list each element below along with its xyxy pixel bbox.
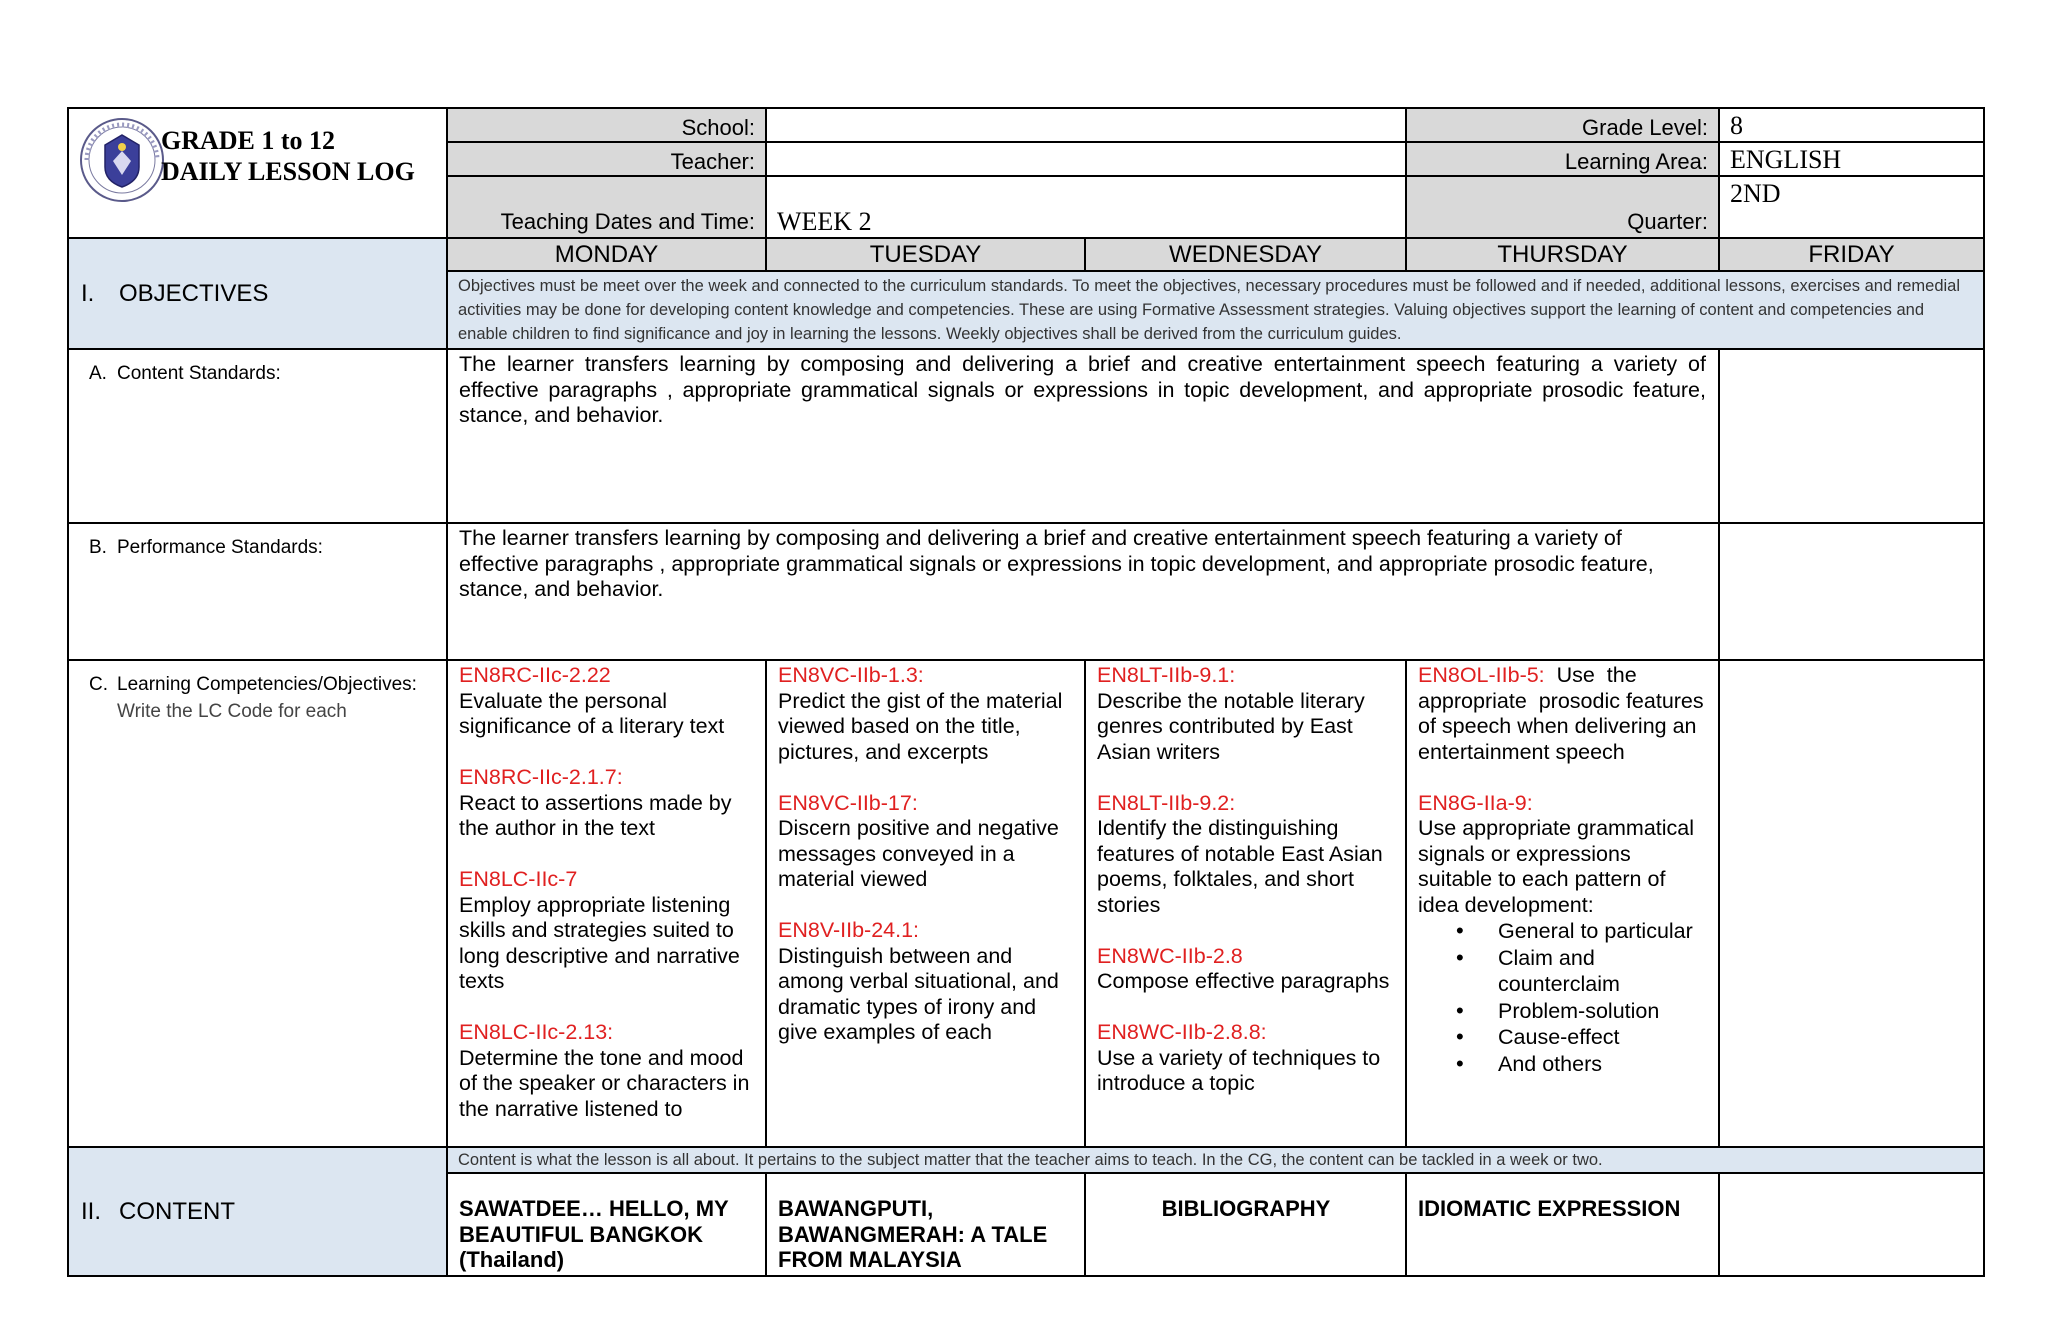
competencies-letter: C. xyxy=(89,674,108,695)
lc-text: Predict the gist of the material viewed based on the title, pictures, and excerpts xyxy=(778,688,1063,764)
content-standards-label-text: Content Standards: xyxy=(117,363,281,384)
competency-item xyxy=(778,663,1074,765)
competency-item xyxy=(1097,791,1395,919)
lc-code: EN8LT-IIb-9.2: xyxy=(1097,790,1236,815)
lc-text: Use appropriate grammatical signals or expressions suitable to each pattern of idea development: xyxy=(1418,816,1695,917)
lc-text: Distinguish between and among verbal situational, and dramatic types of irony and give examples of each xyxy=(778,943,1059,1044)
lc-code: EN8WC-IIb-2.8 xyxy=(1097,943,1243,968)
grade-level-label: Grade Level: xyxy=(1406,108,1719,142)
performance-standards-letter: B. xyxy=(89,537,107,558)
lc-text: Describe the notable literary genres contributed by East Asian writers xyxy=(1097,688,1365,764)
competencies-thursday xyxy=(1406,660,1719,1147)
competency-item xyxy=(1097,1020,1395,1097)
deped-seal-icon xyxy=(79,117,165,203)
day-tuesday: TUESDAY xyxy=(766,238,1085,271)
header-logo-cell xyxy=(68,108,447,238)
learning-area-field[interactable]: ENGLISH xyxy=(1719,142,1984,176)
content-monday: SAWATDEE… HELLO, MY BEAUTIFUL BANGKOK (Thailand) xyxy=(447,1173,766,1276)
content-number: II. xyxy=(81,1197,102,1225)
day-thursday: THURSDAY xyxy=(1406,238,1719,271)
content-standards-text: The learner transfers learning by composing and delivering a brief and creative entertainment speech featuring a variety of effective paragraphs , appropriate grammatical signals or expressions in topic development, and appropriate prosodic feature, stance, and behavior. xyxy=(447,349,1719,523)
teaching-dates-label: Teaching Dates and Time: xyxy=(447,176,766,238)
quarter-label: Quarter: xyxy=(1406,176,1719,238)
performance-standards-friday xyxy=(1719,523,1984,660)
teacher-field[interactable] xyxy=(766,142,1406,176)
performance-standards-label-text: Performance Standards: xyxy=(117,537,323,558)
lc-text: Use the appropriate prosodic features of speech when delivering an entertainment speech xyxy=(1418,663,1710,764)
day-friday: FRIDAY xyxy=(1719,238,1984,271)
content-standards-friday xyxy=(1719,349,1984,523)
competency-item xyxy=(1097,944,1395,995)
lc-text: Determine the tone and mood of the speaker or characters in the narrative listened to xyxy=(459,1045,750,1121)
idea-pattern-list xyxy=(1418,918,1708,1077)
performance-standards-label xyxy=(68,523,447,660)
content-standards-letter: A. xyxy=(89,363,107,384)
teaching-dates-field[interactable]: WEEK 2 xyxy=(766,176,1406,238)
school-label: School: xyxy=(447,108,766,142)
objectives-heading xyxy=(68,238,447,349)
title-line-1: GRADE 1 to 12 xyxy=(161,126,336,155)
competencies-friday xyxy=(1719,660,1984,1147)
competency-item xyxy=(459,1020,755,1122)
lc-code: EN8LT-IIb-9.1: xyxy=(1097,663,1236,687)
school-field[interactable] xyxy=(766,108,1406,142)
competencies-tuesday xyxy=(766,660,1085,1147)
lc-code: EN8RC-IIc-2.22 xyxy=(459,663,611,687)
lc-code: EN8RC-IIc-2.1.7: xyxy=(459,765,623,789)
list-item: • Claim and counterclaim xyxy=(1418,945,1708,998)
lc-text: Identify the distinguishing features of notable East Asian poems, folktales, and short stories xyxy=(1097,816,1383,917)
content-standards-label xyxy=(68,349,447,523)
day-wednesday: WEDNESDAY xyxy=(1085,238,1406,271)
lc-code: EN8LC-IIc-2.13: xyxy=(459,1020,614,1044)
log-title xyxy=(161,125,415,187)
objectives-title: OBJECTIVES xyxy=(119,279,269,307)
content-title: CONTENT xyxy=(119,1197,235,1225)
content-heading xyxy=(68,1147,447,1276)
teacher-label: Teacher: xyxy=(447,142,766,176)
list-item: • And others xyxy=(1418,1051,1708,1078)
list-item: • General to particular xyxy=(1418,918,1708,945)
day-monday: MONDAY xyxy=(447,238,766,271)
list-item: • Cause-effect xyxy=(1418,1024,1708,1051)
learning-area-label: Learning Area: xyxy=(1406,142,1719,176)
performance-standards-text: The learner transfers learning by composing and delivering a brief and creative entertainment speech featuring a variety of effective paragraphs , appropriate grammatical signals or expressions in topic development, and appropriate prosodic feature, stance, and behavior. xyxy=(447,523,1719,660)
competencies-hint: Write the LC Code for each xyxy=(117,701,347,722)
lc-code: EN8WC-IIb-2.8.8: xyxy=(1097,1020,1267,1044)
title-line-2: DAILY LESSON LOG xyxy=(161,157,415,186)
objectives-note: Objectives must be meet over the week and connected to the curriculum standards. To meet the objectives, necessary procedures must be followed and if needed, additional lessons, exercises and remedial activities may be done for developing content knowledge and competencies. These are using Formative Assessment strategies. Valuing objectives support the learning of content and competencies and enable children to find significance and joy in learning the lessons. Weekly objectives shall be derived from the curriculum guides. xyxy=(447,271,1984,349)
competency-item xyxy=(1418,663,1708,765)
competencies-monday xyxy=(447,660,766,1147)
competencies-wednesday xyxy=(1085,660,1406,1147)
lc-text: Discern positive and negative messages conveyed in a material viewed xyxy=(778,816,1059,891)
content-wednesday: BIBLIOGRAPHY xyxy=(1085,1173,1406,1276)
daily-lesson-log-table xyxy=(67,107,1985,1277)
competencies-label-text: Learning Competencies/Objectives: xyxy=(117,674,417,695)
content-tuesday: BAWANGPUTI, BAWANGMERAH: A TALE FROM MALAYSIA xyxy=(766,1173,1085,1276)
grade-level-field[interactable]: 8 xyxy=(1719,108,1984,142)
competency-item xyxy=(778,791,1074,893)
lc-code: EN8OL-IIb-5: xyxy=(1418,663,1545,687)
competency-item xyxy=(459,663,755,740)
list-item: • Problem-solution xyxy=(1418,998,1708,1025)
competencies-label xyxy=(68,660,447,1147)
lc-code: EN8G-IIa-9: xyxy=(1418,790,1533,815)
competency-item xyxy=(1097,663,1395,765)
objectives-number: I. xyxy=(81,279,95,307)
competency-item xyxy=(459,765,755,842)
lc-code: EN8VC-IIb-1.3: xyxy=(778,663,924,687)
competency-item xyxy=(1418,791,1708,919)
lc-text: Use a variety of techniques to introduce a topic xyxy=(1097,1045,1381,1095)
lc-text: Compose effective paragraphs xyxy=(1097,969,1390,993)
competency-item xyxy=(459,867,755,995)
lc-text: Employ appropriate listening skills and strategies suited to long descriptive and narrative texts xyxy=(459,892,740,993)
lc-text: React to assertions made by the author in the text xyxy=(459,790,732,840)
competency-item xyxy=(778,918,1074,1046)
content-note: Content is what the lesson is all about. It pertains to the subject matter that the teacher aims to teach. In the CG, the content can be tackled in a week or two. xyxy=(447,1147,1984,1173)
content-thursday: IDIOMATIC EXPRESSION xyxy=(1406,1173,1719,1276)
content-friday xyxy=(1719,1173,1984,1276)
lc-code: EN8LC-IIc-7 xyxy=(459,867,578,891)
lc-text: Evaluate the personal significance of a literary text xyxy=(459,688,725,738)
lc-code: EN8VC-IIb-17: xyxy=(778,790,918,815)
lc-code: EN8V-IIb-24.1: xyxy=(778,918,920,942)
quarter-field[interactable]: 2ND xyxy=(1719,176,1984,238)
